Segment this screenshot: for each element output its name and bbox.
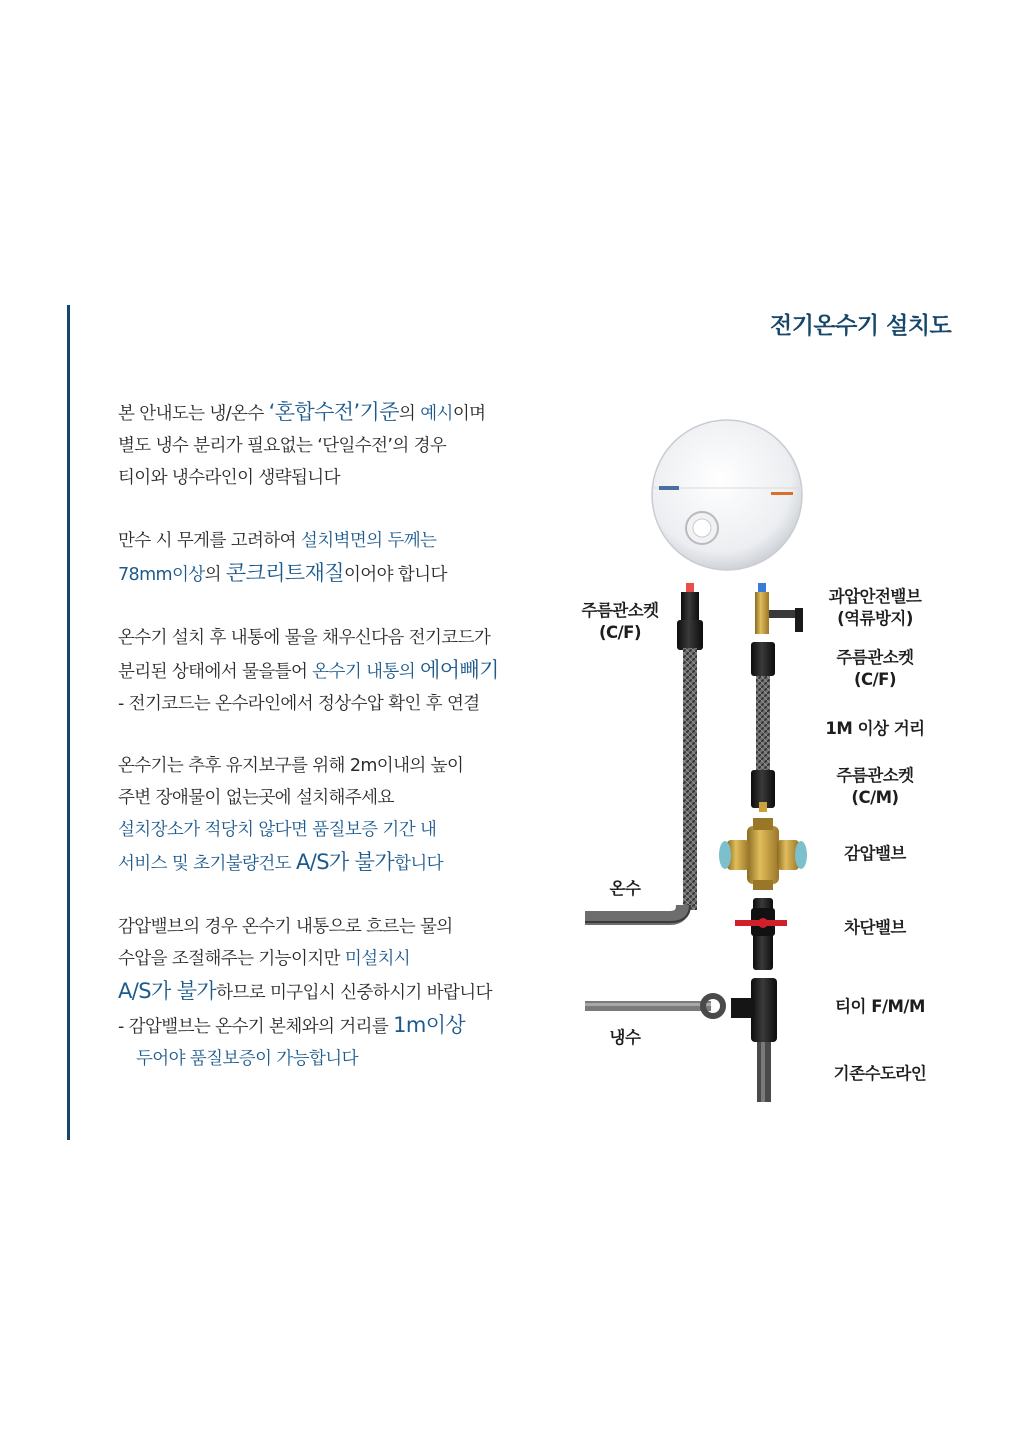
highlighted-text: A/S가 불가: [295, 850, 395, 874]
body-text: 감압밸브의 경우 온수기 내통으로 흐르는 물의: [118, 917, 453, 937]
flex-hose-cf: [751, 642, 775, 812]
label-shutoff-valve: 차단밸브: [844, 918, 906, 937]
label-relief-valve: 과압안전밸브 (역류방지): [828, 587, 922, 628]
body-text: 온수기는 추후 유지보구를 위해 2m이내의 높이: [118, 756, 464, 776]
cold-water-pipe: [585, 996, 723, 1016]
pressure-reducing-valve: [719, 818, 807, 890]
instruction-line: [118, 396, 485, 430]
highlighted-text: 두어야 품질보증이 가능합니다: [136, 1049, 358, 1069]
body-text: 하므로 미구입시 신중하시기 바랍니다: [216, 983, 492, 1003]
body-text: 의: [204, 565, 226, 585]
label-existing-line: 기존수도라인: [833, 1064, 927, 1083]
instruction-line: [118, 846, 463, 880]
installation-diagram: [575, 400, 995, 1120]
highlighted-text: 서비스 및 초기불량건도: [118, 854, 296, 874]
instruction-paragraph: [118, 622, 499, 720]
instruction-line: [118, 975, 492, 1009]
highlighted-text: 1m이상: [393, 1013, 466, 1037]
body-text: 수압을 조절해주는 기능이지만: [118, 949, 345, 969]
body-text: 온수기 설치 후 내통에 물을 채우신다음 전기코드가: [118, 628, 491, 648]
page-title: 전기온수기 설치도: [770, 313, 952, 339]
body-text: 의: [398, 404, 421, 424]
label-socket-cm: 주름관소켓 (C/M): [836, 766, 914, 807]
body-text: - 전기코드는 온수라인에서 정상수압 확인 후 연결: [118, 694, 480, 714]
relief-valve: [755, 583, 803, 634]
instruction-line: [118, 557, 447, 591]
highlighted-text: 설치벽면의 두께는: [300, 531, 437, 551]
body-text: 이며: [452, 404, 486, 424]
label-hot-water: 온수: [609, 879, 641, 898]
label-socket-cf: 주름관소켓 (C/F): [836, 648, 914, 689]
tee-fitting: [731, 978, 777, 1102]
instruction-line: [118, 430, 485, 462]
water-heater: [652, 420, 802, 570]
instruction-line: [118, 1009, 492, 1043]
body-text: 본 안내도는 냉/온수: [118, 404, 269, 424]
highlighted-text: 설치장소가 적당치 않다면 품질보증 기간 내: [118, 820, 437, 840]
body-text: 이어야 합니다: [343, 565, 447, 585]
instruction-line: [118, 750, 463, 782]
instruction-paragraph: [118, 525, 447, 591]
label-left-socket: 주름관소켓 (C/F): [581, 601, 659, 642]
highlighted-text: 예시: [420, 404, 453, 424]
body-text: 별도 냉수 분리가 필요없는 ‘단일수전’의 경우: [118, 436, 447, 456]
shutoff-valve: [735, 898, 787, 970]
instruction-line: [118, 622, 499, 654]
label-cold-water: 냉수: [609, 1028, 641, 1047]
instruction-line: [118, 911, 492, 943]
instruction-line: [118, 654, 499, 688]
body-text: 분리된 상태에서 물을틀어: [118, 662, 313, 682]
body-text: - 감압밸브는 온수기 본체와의 거리를: [118, 1017, 394, 1037]
instruction-line: [118, 688, 499, 720]
highlighted-text: 미설치시: [344, 949, 411, 969]
instruction-line: [118, 1043, 492, 1075]
highlighted-text: 온수기 내통의: [312, 662, 421, 682]
highlighted-text: 콘크리트재질: [225, 561, 344, 585]
highlighted-text: 에어빼기: [420, 658, 499, 682]
instruction-paragraph: [118, 750, 463, 880]
highlighted-text: A/S가 불가: [118, 979, 217, 1003]
instruction-line: [118, 943, 492, 975]
instruction-line: [118, 814, 463, 846]
body-text: 만수 시 무게를 고려하여: [118, 531, 301, 551]
instruction-paragraph: [118, 911, 492, 1075]
label-pressure-valve: 감압밸브: [844, 844, 906, 863]
instruction-line: [118, 462, 485, 494]
body-text: 티이와 냉수라인이 생략됩니다: [118, 468, 340, 488]
left-vertical-rule: [67, 305, 70, 1140]
highlighted-text: 합니다: [394, 854, 443, 874]
label-tee: 티이 F/M/M: [835, 997, 925, 1016]
highlighted-text: 78mm이상: [118, 565, 205, 585]
instruction-line: [118, 782, 463, 814]
instruction-line: [118, 525, 447, 557]
instruction-paragraph: [118, 396, 485, 494]
highlighted-text: ‘혼합수전’기준: [268, 400, 399, 424]
body-text: 주변 장애물이 없는곳에 설치해주세요: [118, 788, 394, 808]
label-distance: 1M 이상 거리: [825, 719, 925, 738]
